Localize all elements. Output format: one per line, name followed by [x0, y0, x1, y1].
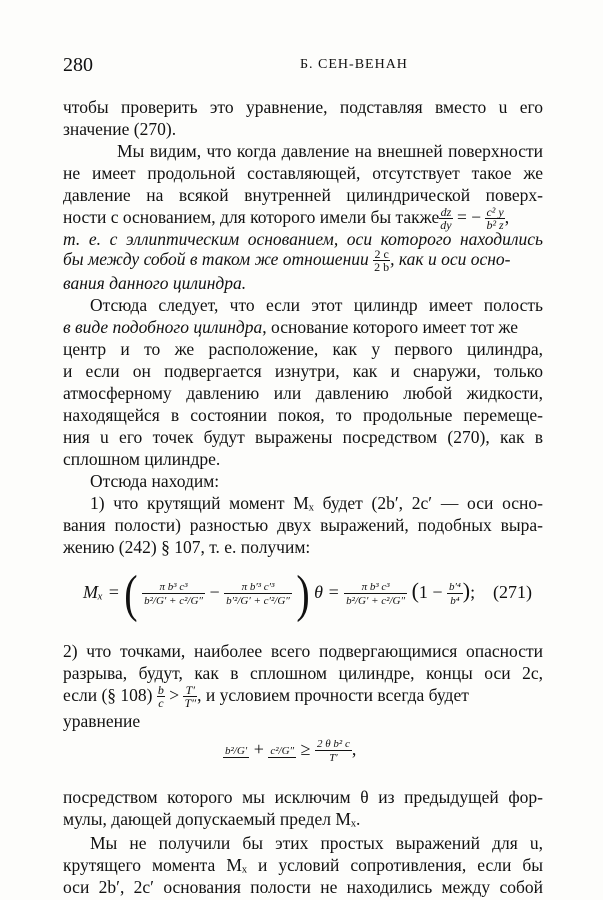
- ineq-frac-3: [315, 738, 352, 764]
- eq-frac-3: [344, 581, 407, 607]
- fraction-denominator: T′: [329, 752, 338, 764]
- one-minus: 1 −: [418, 582, 443, 603]
- left-paren-small: (: [411, 578, 419, 604]
- left-paren: (: [124, 564, 138, 623]
- fraction-numerator: 2 c: [374, 247, 389, 262]
- fraction-denominator: b²/G′ + c²/G″: [346, 595, 406, 607]
- fraction-numerator: c² y: [486, 205, 504, 220]
- fraction-denominator: 2 b: [374, 260, 390, 275]
- text-line: разрыва, будут, как в сплошном цилиндре, концы оси 2c,: [63, 663, 543, 683]
- fraction-denominator: b² z: [486, 218, 504, 233]
- text-line: находящейся в состоянии покоя, то продольные перемеще-: [63, 405, 543, 425]
- inequality: [63, 736, 543, 780]
- text-line: [63, 316, 543, 338]
- right-paren: ): [296, 564, 310, 623]
- equation-body: [83, 564, 476, 623]
- text-line: т. е. с эллиптическим основанием, оси которого находились: [63, 229, 543, 249]
- text-line-with-formula: [63, 248, 543, 273]
- text-line: атмосферному давлению или давлению любой жидкости,: [63, 383, 543, 403]
- text-line: 1) что крутящий момент Mₓ будет (2b′, 2c′ — оси осно-: [90, 493, 543, 513]
- text-line: Мы не получили бы этих простых выражений для u,: [90, 833, 543, 853]
- fraction-numerator: T′: [183, 684, 197, 697]
- fraction-numerator: dz: [440, 205, 452, 220]
- semicolon: ;: [470, 582, 476, 603]
- text-line: чтобы проверить это уравнение, подставляя вместо u его: [63, 97, 543, 117]
- text-line: и если он подвергается изнутри, как и снаружи, только: [63, 361, 543, 381]
- comma: ,: [504, 207, 510, 227]
- text-fragment: в виде подобного цилиндра: [63, 317, 263, 337]
- fraction-numerator: b′⁴: [449, 581, 461, 593]
- text-line: мулы, дающей допускаемый предел Mₓ.: [63, 809, 361, 829]
- text-line: Мы видим, что когда давление на внешней поверхности: [117, 141, 543, 161]
- equals-minus: = −: [456, 207, 482, 227]
- equation-271: [63, 566, 543, 626]
- fraction-numerator: π b³ c³: [142, 581, 205, 594]
- fraction-denominator: b′²/G′ + c′²/G″: [226, 595, 290, 607]
- fraction-denominator: T″: [184, 696, 197, 711]
- text-line: ния u его точек будут выражены посредством (270), как в: [63, 427, 543, 447]
- fraction-denominator: b⁴: [450, 595, 460, 607]
- eq-frac-1: [142, 581, 205, 607]
- fraction-denominator: c: [158, 696, 164, 711]
- fraction-text: c²/G″: [270, 744, 295, 757]
- inequality-body: [223, 738, 356, 764]
- fraction-b-c: [157, 684, 165, 709]
- equation-tag: (271): [493, 582, 532, 602]
- text-line: 2) что точками, наиболее всего подвергающимися опасности: [63, 641, 543, 661]
- text-fragment: , и условием прочности всегда будет: [197, 685, 469, 705]
- text-line: оси 2b′, 2c′ основания полости не находились между собой: [63, 877, 543, 897]
- text-line-with-formula: [63, 684, 543, 709]
- fraction-numerator: π b³ c³: [344, 581, 407, 594]
- text-line: центр и то же расположение, как у первого цилиндра,: [63, 339, 543, 359]
- text-line: давление на всякой внутренней цилиндрической поверх-: [63, 185, 543, 205]
- text-line: жению (242) § 107, т. е. получим:: [63, 537, 311, 557]
- fraction-denominator: dy: [440, 218, 452, 233]
- greater-than: >: [169, 685, 180, 705]
- text-line: вания полости) разностью двух выражений, подобных выра-: [63, 515, 543, 535]
- text-line: сплошном цилиндре.: [63, 449, 221, 469]
- minus-sign: −: [209, 582, 220, 603]
- text-line: уравнение: [63, 711, 141, 731]
- fraction-numerator: b: [157, 683, 164, 698]
- fraction-2c-2b: [373, 248, 390, 273]
- text-line: Отсюда находим:: [90, 471, 220, 491]
- eq-frac-4: [447, 581, 463, 607]
- page-number: 280: [63, 54, 93, 76]
- text-line: Отсюда следует, что если этот цилиндр имеет полость: [90, 295, 543, 315]
- eq-frac-2: [224, 581, 292, 607]
- right-paren-small: ): [462, 578, 471, 604]
- text-line: крутящего момента Mₓ и условий сопротивления, если бы: [63, 855, 543, 875]
- theta-equals: θ =: [314, 582, 340, 603]
- geq-sign: ≥: [300, 739, 311, 760]
- text-line: не имеет продольной составляющей, отсутствует такое же: [63, 163, 543, 183]
- fraction-numerator: π b′³ c′³: [224, 581, 292, 594]
- ineq-frac-1: [223, 745, 249, 758]
- text-fragment: бы между собой в таком же отношении: [63, 249, 369, 269]
- eq-lhs: Mₓ =: [83, 582, 120, 603]
- text-fragment: , как и оси осно-: [390, 249, 511, 269]
- text-fragment: ности с основанием, для которого имели бы также: [63, 207, 440, 227]
- page-header: [0, 54, 603, 80]
- fraction-text: b²/G′: [225, 744, 248, 757]
- text-line: значение (270).: [63, 119, 177, 139]
- running-head: Б. СЕН-ВЕНАН: [300, 57, 408, 72]
- ineq-frac-2: [268, 745, 296, 758]
- text-line: посредством которого мы исключим θ из предыдущей фор-: [63, 787, 543, 807]
- fraction-T: [183, 684, 197, 709]
- fraction-numerator: 2 θ b² c: [317, 738, 350, 750]
- text-fragment: если (§ 108): [63, 685, 153, 705]
- fraction-denominator: b²/G′ + c²/G″: [144, 595, 203, 607]
- plus-sign: +: [253, 739, 264, 760]
- text-line: вания данного цилиндра.: [63, 273, 247, 293]
- text-fragment: , основание которого имеет тот же: [262, 317, 519, 337]
- comma: ,: [351, 739, 357, 760]
